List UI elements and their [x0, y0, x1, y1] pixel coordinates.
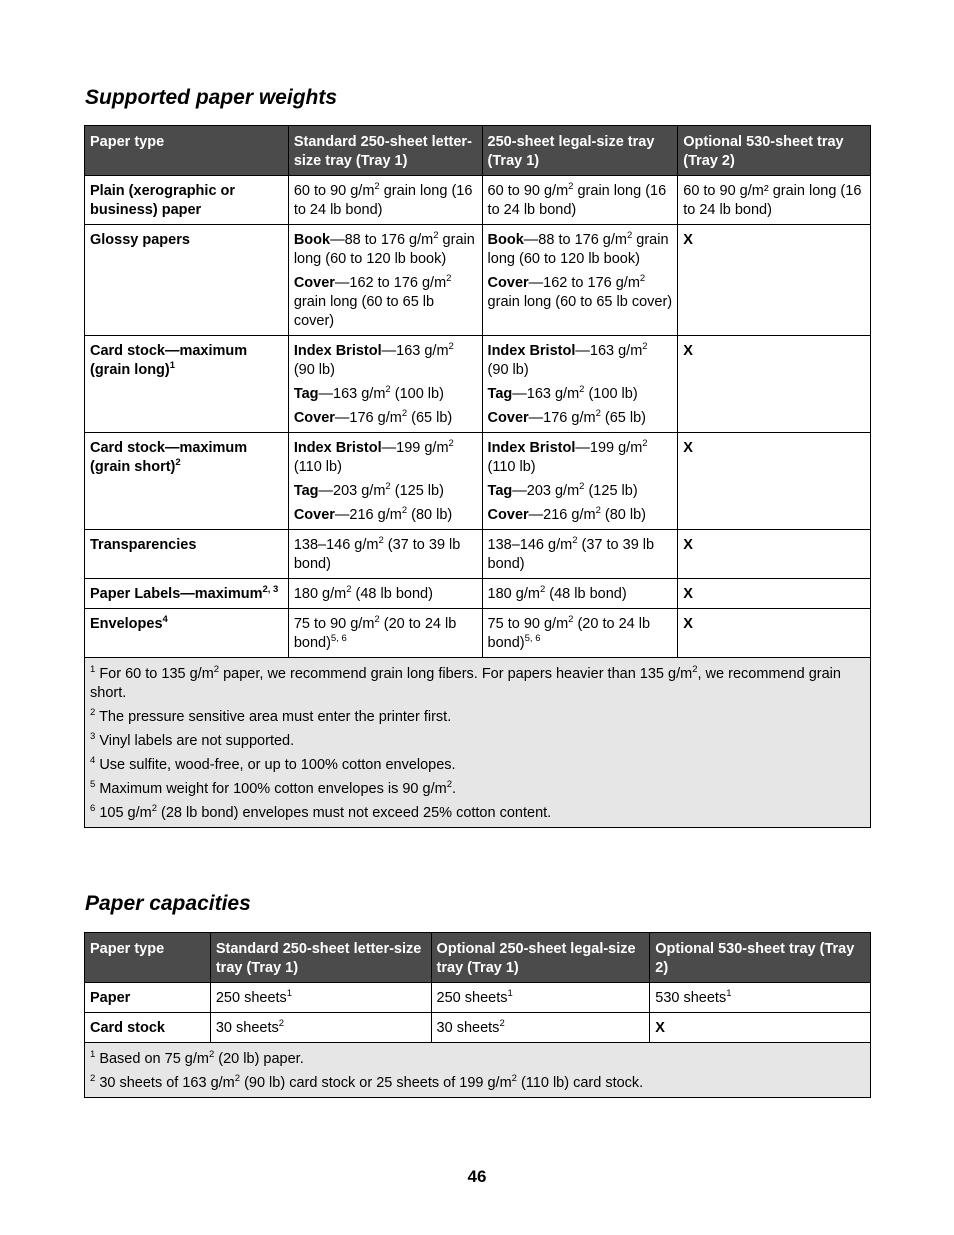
unit-superscript: 2: [446, 273, 452, 285]
weight-cell: [288, 433, 482, 530]
unit-superscript: 2: [595, 408, 601, 420]
footnote: [90, 780, 865, 799]
footnote-ref: 2: [175, 457, 181, 469]
weight-subtype: Tag: [487, 483, 513, 499]
paper-type-label: Card stock—maximum (grain short): [90, 440, 248, 475]
paper-type-cell: [85, 336, 289, 433]
weight-cell: [482, 225, 678, 336]
weight-cell-tray2: [678, 225, 871, 336]
weight-entry: [294, 274, 477, 331]
paper-type-cell: [85, 579, 289, 609]
weight-entry: [294, 536, 477, 574]
weight-cell-tray2: [678, 433, 871, 530]
weight-value: —162 to 176 g/m: [334, 275, 447, 291]
weight-cell: [288, 609, 482, 658]
weight-cell-tray2: [678, 336, 871, 433]
not-supported-mark: X: [683, 616, 693, 632]
weight-entry: [294, 409, 477, 428]
weight-detail: (48 lb bond): [351, 586, 433, 602]
column-header: 250-sheet legal-size tray (Tray 1): [482, 126, 678, 176]
footnote-number: 1: [90, 664, 96, 676]
paper-type-cell: [85, 1013, 211, 1043]
footnotes-cell: [85, 1043, 871, 1098]
weight-subtype: Cover: [293, 275, 335, 291]
paper-type-cell: [85, 530, 289, 579]
weight-value: —88 to 176 g/m: [523, 232, 627, 248]
weight-entry: [488, 536, 673, 574]
footnote-text: 30 sheets of 163 g/m: [95, 1075, 235, 1091]
unit-superscript: 2: [568, 614, 574, 626]
footnote-number: 4: [90, 755, 96, 767]
unit-superscript: 2: [346, 584, 352, 596]
unit-superscript: 2: [433, 230, 439, 242]
weight-detail: grain long (60 to 65 lb cover): [293, 294, 435, 329]
weight-subtype: Tag: [293, 483, 319, 499]
weight-value: —199 g/m: [381, 440, 449, 456]
footnote-number: 1: [90, 1049, 96, 1061]
column-header: Paper type: [85, 126, 289, 176]
column-header: Optional 530-sheet tray (Tray 2): [678, 126, 871, 176]
unit-superscript: 2: [595, 505, 601, 517]
footnote-text: Vinyl labels are not supported.: [95, 733, 295, 749]
footnote-text: paper, we recommend grain long fibers. For papers heavier than 135 g/m: [219, 666, 693, 682]
footnote-ref: 2, 3: [262, 584, 279, 596]
unit-superscript: 2: [401, 408, 408, 420]
weight-entry: [294, 342, 477, 380]
capacity-cell: [650, 983, 871, 1013]
table-row: [85, 336, 871, 433]
weight-value: —203 g/m: [512, 483, 580, 499]
weight-subtype: Cover: [487, 507, 529, 523]
capacity-cell: [431, 1013, 650, 1043]
weight-entry: [488, 342, 673, 380]
not-supported-mark: X: [683, 440, 693, 456]
weight-cell: [288, 225, 482, 336]
paper-capacities-table: [84, 932, 871, 1098]
paper-type-label: Glossy papers: [90, 232, 190, 248]
column-header: Paper type: [85, 933, 211, 983]
footnote-text: , we recommend grain short.: [90, 666, 841, 701]
weight-detail: grain long (16 to 24 lb bond): [293, 183, 473, 218]
weight-detail: (125 lb): [584, 483, 638, 499]
footnote-number: 2: [90, 1073, 96, 1085]
weight-cell: [482, 609, 678, 658]
unit-superscript: 2: [378, 535, 384, 547]
weight-entry: [488, 385, 673, 404]
weight-value: 138–146 g/m: [487, 537, 573, 553]
footnote-text: .: [452, 781, 457, 797]
footnote-ref: 1: [726, 988, 732, 1000]
weight-subtype: Index Bristol: [293, 343, 382, 359]
weight-detail: (80 lb): [407, 507, 453, 523]
weight-detail: (110 lb): [293, 459, 342, 475]
weight-value: —216 g/m: [528, 507, 596, 523]
paper-type-label: Card stock—maximum (grain long): [90, 343, 248, 378]
footnote: [90, 804, 865, 823]
column-header: Optional 250-sheet legal-size tray (Tray 1): [431, 933, 650, 983]
weight-value: 75 to 90 g/m: [487, 616, 569, 632]
unit-superscript: 2: [151, 803, 158, 815]
weight-detail: (90 lb): [293, 362, 335, 378]
footnote-text: (20 lb) paper.: [214, 1051, 304, 1067]
weight-entry: [294, 585, 477, 604]
weight-value: 180 g/m: [293, 586, 347, 602]
footnote-ref: 1: [286, 988, 293, 1000]
weight-entry: [294, 182, 477, 220]
table-row: [85, 609, 871, 658]
footnote-ref: 2: [278, 1018, 285, 1030]
weight-cell: [482, 176, 678, 225]
weight-entry: [488, 585, 673, 604]
capacity-cell: [210, 983, 431, 1013]
weight-subtype: Index Bristol: [293, 440, 382, 456]
weight-cell: [288, 336, 482, 433]
footnote-text: Maximum weight for 100% cotton envelopes is 90 g/m: [95, 781, 447, 797]
footnote-number: 5: [90, 779, 96, 791]
capacity-cell: [650, 1013, 871, 1043]
weight-value: —163 g/m: [575, 343, 643, 359]
footnote-ref: 4: [162, 614, 168, 626]
footnote-number: 6: [90, 803, 96, 815]
table-row: [85, 983, 871, 1013]
weight-entry: [294, 615, 477, 653]
weight-entry: [488, 615, 673, 653]
unit-superscript: 2: [448, 341, 454, 353]
not-supported-mark: X: [683, 232, 693, 248]
weight-cell: [482, 579, 678, 609]
unit-superscript: 2: [692, 664, 698, 676]
paper-type-label: Paper: [90, 990, 131, 1006]
footnote-text: For 60 to 135 g/m: [95, 666, 214, 682]
weight-entry: [294, 231, 477, 269]
weight-detail: (37 to 39 lb bond): [487, 537, 655, 572]
weight-cell-tray2: [678, 176, 871, 225]
unit-superscript: 2: [385, 384, 391, 396]
footnote: [90, 665, 865, 703]
weight-detail: (100 lb): [584, 386, 638, 402]
unit-superscript: 2: [511, 1073, 517, 1085]
weight-value: —163 g/m: [318, 386, 386, 402]
footnote: [90, 1074, 865, 1093]
weight-cell: [288, 579, 482, 609]
weight-entry: [488, 439, 673, 477]
paper-type-label: Transparencies: [90, 537, 197, 553]
weight-subtype: Index Bristol: [487, 343, 576, 359]
paper-type-cell: [85, 225, 289, 336]
footnote-ref: 2: [499, 1018, 505, 1030]
weight-entry: [294, 506, 477, 525]
weight-detail: (80 lb): [600, 507, 646, 523]
weight-cell: [288, 176, 482, 225]
weight-detail: grain long (60 to 120 lb book): [293, 232, 475, 267]
footnote: [90, 1050, 865, 1069]
weight-entry: [488, 274, 673, 312]
weight-cell-tray2: [678, 530, 871, 579]
weight-value: 180 g/m: [487, 586, 540, 602]
weight-detail: (48 lb bond): [545, 586, 627, 602]
table-row: [85, 579, 871, 609]
weight-detail: (100 lb): [390, 386, 444, 402]
paper-weights-table: [84, 125, 871, 828]
footnote-text: (28 lb bond) envelopes must not exceed 25% cotton content.: [157, 805, 552, 821]
weight-subtype: Cover: [293, 507, 335, 523]
weight-cell: [482, 530, 678, 579]
weight-subtype: Cover: [487, 275, 529, 291]
capacity-value: 530 sheets: [655, 990, 727, 1006]
paper-type-cell: [85, 983, 211, 1013]
paper-type-label: Envelopes: [90, 616, 163, 632]
weight-detail: grain long (60 to 120 lb book): [487, 232, 669, 267]
weight-cell-tray2: [678, 609, 871, 658]
weight-entry: [488, 409, 673, 428]
weight-subtype: Book: [487, 232, 524, 248]
footnote-text: (110 lb) card stock.: [516, 1075, 644, 1091]
unit-superscript: 2: [579, 384, 585, 396]
paper-type-label: Plain (xerographic or business) paper: [90, 183, 236, 218]
weight-subtype: Cover: [487, 410, 529, 426]
footnotes-row: [85, 658, 871, 828]
paper-type-cell: [85, 609, 289, 658]
weight-cell: [482, 433, 678, 530]
weight-value: —163 g/m: [381, 343, 449, 359]
column-header: Standard 250-sheet letter-size tray (Tray 1): [210, 933, 431, 983]
table-row: [85, 225, 871, 336]
footnotes-row: [85, 1043, 871, 1098]
footnote: [90, 756, 865, 775]
footnote-text: The pressure sensitive area must enter the printer first.: [95, 709, 452, 725]
unit-superscript: 2: [401, 505, 408, 517]
unit-superscript: 2: [568, 181, 574, 193]
paper-type-cell: [85, 176, 289, 225]
unit-superscript: 2: [642, 341, 648, 353]
weight-value: —162 to 176 g/m: [528, 275, 640, 291]
unit-superscript: 2: [579, 481, 585, 493]
unit-superscript: 2: [572, 535, 578, 547]
footnote-number: 2: [90, 707, 96, 719]
weight-value: —176 g/m: [334, 410, 402, 426]
weight-detail: (125 lb): [390, 483, 444, 499]
weight-value: —176 g/m: [528, 410, 596, 426]
table-row: [85, 176, 871, 225]
paper-type-cell: [85, 433, 289, 530]
footnote-ref: 5, 6: [330, 633, 347, 645]
column-header: Standard 250-sheet letter-size tray (Tray 1): [288, 126, 482, 176]
weight-value: —163 g/m: [512, 386, 580, 402]
weight-value: 60 to 90 g/m: [487, 183, 569, 199]
not-supported-mark: X: [683, 343, 693, 359]
weight-detail: (37 to 39 lb bond): [293, 537, 461, 572]
unit-superscript: 2: [213, 664, 220, 676]
capacities-section-title: Paper capacities: [85, 892, 251, 915]
weight-entry: [294, 385, 477, 404]
table-row: [85, 1013, 871, 1043]
column-header: Optional 530-sheet tray (Tray 2): [650, 933, 871, 983]
weight-detail: grain long (60 to 65 lb cover): [487, 294, 673, 310]
weight-subtype: Cover: [293, 410, 335, 426]
weight-entry: [488, 482, 673, 501]
weight-detail: grain long (16 to 24 lb bond): [487, 183, 667, 218]
not-supported-mark: X: [683, 586, 693, 602]
not-supported-mark: X: [683, 537, 693, 553]
weight-entry: [294, 482, 477, 501]
weight-detail: (65 lb): [407, 410, 453, 426]
footnote-number: 3: [90, 731, 96, 743]
weight-detail: (20 to 24 lb bond): [487, 616, 651, 651]
page-number: 46: [467, 1167, 487, 1186]
weight-entry: [294, 439, 477, 477]
weight-detail: (20 to 24 lb bond): [293, 616, 457, 651]
table-header-row: [85, 933, 871, 983]
unit-superscript: 2: [208, 1049, 215, 1061]
weight-subtype: Tag: [487, 386, 513, 402]
weight-detail: (65 lb): [600, 410, 646, 426]
unit-superscript: 2: [639, 273, 646, 285]
unit-superscript: 2: [385, 481, 391, 493]
footnote-text: Based on 75 g/m: [95, 1051, 209, 1067]
not-supported-mark: X: [655, 1020, 665, 1036]
weight-cell-tray2: [678, 579, 871, 609]
capacity-value: 30 sheets: [215, 1020, 279, 1036]
weight-entry: [488, 231, 673, 269]
footnote: [90, 732, 865, 751]
weight-detail: (110 lb): [487, 459, 536, 475]
weights-section-title: Supported paper weights: [85, 86, 338, 109]
unit-superscript: 2: [626, 230, 633, 242]
weight-entry: [488, 182, 673, 220]
weight-value: 75 to 90 g/m: [293, 616, 375, 632]
weight-cell: [288, 530, 482, 579]
weight-cell: [482, 336, 678, 433]
footnote: [90, 708, 865, 727]
capacity-cell: [210, 1013, 431, 1043]
footnotes-cell: [85, 658, 871, 828]
weight-value: —199 g/m: [575, 440, 643, 456]
weight-value: —203 g/m: [318, 483, 386, 499]
weight-value: —88 to 176 g/m: [330, 232, 434, 248]
weight-value: 60 to 90 g/m² grain long (16 to 24 lb bond): [683, 183, 862, 218]
weight-detail: (90 lb): [487, 362, 529, 378]
footnote-text: (90 lb) card stock or 25 sheets of 199 g/m: [240, 1075, 512, 1091]
paper-type-label: Paper Labels—maximum: [90, 586, 263, 602]
weight-value: 60 to 90 g/m: [293, 183, 375, 199]
unit-superscript: 2: [374, 181, 380, 193]
weight-subtype: Tag: [293, 386, 319, 402]
weight-subtype: Book: [293, 232, 331, 248]
weight-subtype: Index Bristol: [487, 440, 576, 456]
capacity-value: 250 sheets: [436, 990, 508, 1006]
table-row: [85, 530, 871, 579]
table-header-row: [85, 126, 871, 176]
footnote-text: Use sulfite, wood-free, or up to 100% cotton envelopes.: [95, 757, 456, 773]
capacity-value: 30 sheets: [436, 1020, 500, 1036]
footnote-text: 105 g/m: [95, 805, 152, 821]
paper-type-label: Card stock: [90, 1020, 165, 1036]
weight-value: —216 g/m: [334, 507, 402, 523]
weight-entry: [488, 506, 673, 525]
unit-superscript: 2: [234, 1073, 241, 1085]
unit-superscript: 2: [642, 438, 648, 450]
weight-value: 138–146 g/m: [293, 537, 379, 553]
footnote-ref: 1: [507, 988, 513, 1000]
capacity-cell: [431, 983, 650, 1013]
unit-superscript: 2: [448, 438, 454, 450]
footnote-ref: 5, 6: [524, 633, 541, 645]
unit-superscript: 2: [374, 614, 380, 626]
unit-superscript: 2: [539, 584, 546, 596]
footnote-ref: 1: [169, 360, 176, 372]
capacity-value: 250 sheets: [215, 990, 287, 1006]
table-row: [85, 433, 871, 530]
unit-superscript: 2: [446, 779, 452, 791]
